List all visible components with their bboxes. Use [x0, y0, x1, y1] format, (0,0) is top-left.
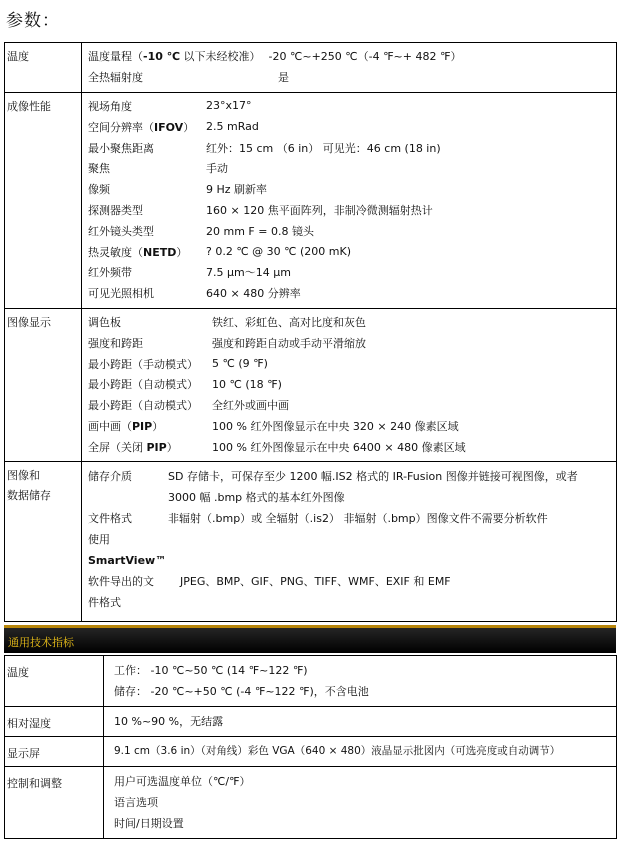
spec-value: 全红外或画中画: [212, 399, 289, 413]
spec-row: [88, 158, 616, 179]
spec-row: [88, 96, 616, 117]
spec-key: [88, 98, 206, 114]
spec-key: [88, 397, 212, 413]
spec-key: [88, 439, 212, 455]
spec-value: 2.5 mRad: [206, 120, 259, 134]
row-label: 相对湿度: [7, 717, 51, 730]
smartview-text: SmartView™: [88, 554, 167, 568]
section-label: 温度: [7, 50, 29, 63]
row-label: 控制和调整: [7, 777, 62, 790]
spec-value-line: SD 存储卡，可保存至少 1200 幅.IS2 格式的 IR-Fusion 图像并链接可视图像，或者: [168, 470, 578, 484]
spec-key: [88, 223, 206, 239]
row-label: 显示屏: [7, 747, 40, 760]
spec-value: 640 × 480 分辨率: [206, 287, 301, 301]
spec-key: [88, 335, 212, 351]
spec-key-text: 视场角度: [88, 99, 132, 113]
spec-key-text: 像频: [88, 183, 110, 197]
spec-key: [88, 244, 206, 260]
spec-key-text: 空间分辨率（: [88, 120, 154, 134]
spec-key: [88, 285, 206, 301]
spec-row: [88, 220, 616, 241]
spec-key: [88, 181, 206, 197]
spec-value: 9 Hz 刷新率: [206, 183, 268, 197]
spec-key-text: ）: [176, 245, 188, 259]
spec-key: 软件导出的文: [88, 575, 154, 589]
section-label: 图像显示: [7, 315, 51, 329]
spec-row: [88, 374, 616, 395]
spec-value: 红外：15 cm （6 in） 可见光：46 cm (18 in): [206, 141, 441, 155]
spec-key: 全热辐射度: [88, 71, 143, 85]
spec-key-text: ）: [152, 419, 164, 433]
spec-table: [4, 42, 617, 622]
row-value-line: 用户可选温度单位（℃/℉）: [114, 775, 251, 788]
row-value-line: 语言选项: [114, 796, 158, 809]
spec-row: [88, 67, 616, 88]
spec-key-text: 全屏（关闭: [88, 440, 147, 454]
spec-value: 手动: [206, 162, 228, 176]
spec-key: [88, 48, 261, 64]
section-label-line: 图像和: [7, 469, 40, 483]
section-display: [5, 308, 616, 462]
spec-key-text: ）: [166, 440, 178, 454]
spec-key-text: 最小聚焦距离: [88, 141, 154, 155]
spec-row: [88, 353, 616, 374]
row-value-line: 工作： -10 ℃~50 ℃ (14 ℉~122 ℉): [114, 664, 308, 677]
general-spec-header: [4, 625, 616, 653]
row-value-line: 储存： -20 ℃~+50 ℃ (-4 ℉~122 ℉)，不含电池: [114, 685, 369, 698]
spec-key: [88, 264, 206, 280]
section-body: [81, 43, 616, 92]
spec-key-bold: PIP: [132, 419, 153, 433]
spec-value: 160 × 120 焦平面阵列，非制冷微测辐射热计: [206, 203, 433, 217]
spec-key-bold: -10 ℃: [143, 50, 181, 64]
spec-row: [88, 262, 616, 283]
spec-text: 使用: [88, 533, 110, 547]
spec-key: [88, 376, 212, 392]
spec-row: [88, 241, 616, 262]
section-label: [5, 462, 81, 621]
spec-key: 储存介质: [88, 470, 132, 484]
spec-row: [88, 416, 616, 437]
spec-key-text: 红外镜头类型: [88, 224, 154, 238]
row-value: [103, 767, 616, 838]
row-value: [103, 737, 616, 766]
spec-key-text: 温度量程（: [88, 50, 143, 64]
spec-key: [88, 119, 206, 135]
section-body: [81, 309, 616, 462]
spec-row: [88, 332, 616, 353]
row-value-line: 10 %~90 %，无结露: [114, 715, 224, 728]
general-row-screen: [5, 736, 616, 766]
row-label: 温度: [7, 666, 29, 679]
general-row-controls: [5, 766, 616, 838]
spec-value: JPEG、BMP、GIF、PNG、TIFF、WMF、EXIF 和 EMF: [180, 575, 451, 589]
spec-row: [88, 395, 616, 416]
row-value: [103, 707, 616, 736]
spec-row: [88, 46, 616, 67]
spec-key-text: 聚焦: [88, 162, 110, 176]
spec-value: 铁红、彩虹色、高对比度和灰色: [212, 315, 366, 329]
spec-value: 20 mm F = 0.8 镜头: [206, 224, 314, 238]
spec-key-bold: PIP: [146, 440, 167, 454]
spec-value: 100 % 红外图像显示在中央 320 × 240 像素区域: [212, 419, 459, 433]
spec-key-bold: NETD: [143, 245, 177, 259]
row-value-line: 时间/日期设置: [114, 817, 184, 830]
spec-value: ? 0.2 ℃ @ 30 ℃ (200 mK): [206, 245, 352, 259]
spec-value: 10 ℃ (18 ℉): [212, 377, 282, 391]
section-body: [81, 462, 616, 621]
row-value-line: 9.1 cm（3.6 in）（对角线）彩色 VGA（640 × 480）液晶显示批図内（可选亮度或自动调节）: [114, 745, 561, 757]
spec-value: 100 % 红外图像显示在中央 6400 × 480 像素区域: [212, 440, 466, 454]
spec-row: [88, 137, 616, 158]
spec-row: [88, 200, 616, 221]
spec-key-text: 最小跨距（自动模式）: [88, 378, 198, 392]
spec-key: 件格式: [88, 596, 121, 610]
spec-key-text: 可见光照相机: [88, 287, 154, 301]
spec-row: [88, 312, 616, 333]
page-title: 参数：: [6, 11, 60, 31]
spec-row: [88, 508, 616, 529]
section-label-line: 数据储存: [7, 489, 51, 503]
spec-key: [88, 202, 206, 218]
spec-key-text: 强度和跨距: [88, 336, 143, 350]
spec-key: 文件格式: [88, 512, 132, 526]
section-imaging: [5, 92, 616, 308]
spec-value: -20 ℃~+250 ℃（-4 ℉~+ 482 ℉）: [268, 50, 462, 64]
section-label: 成像性能: [7, 99, 51, 113]
general-row-humidity: [5, 706, 616, 736]
section-body: [81, 93, 616, 308]
spec-key: [88, 140, 206, 156]
spec-key-text: 画中画（: [88, 419, 132, 433]
spec-key: [88, 314, 212, 330]
section-storage: [5, 461, 616, 621]
spec-value: 5 ℃ (9 ℉): [212, 357, 268, 371]
spec-key: [88, 356, 212, 372]
spec-value-line: 3000 幅 .bmp 格式的基本红外图像: [168, 491, 345, 505]
spec-key-text: 探测器类型: [88, 203, 143, 217]
row-value: [103, 656, 616, 706]
spec-row: [88, 116, 616, 137]
spec-value: 23°x17°: [206, 99, 252, 113]
general-row-temperature: [5, 655, 616, 706]
spec-key-text: 红外频带: [88, 266, 132, 280]
spec-row: [88, 179, 616, 200]
spec-value: 强度和跨距自动或手动平滑缩放: [212, 336, 366, 350]
spec-key-bold: IFOV: [154, 120, 184, 134]
spec-key-text: 热灵敏度（: [88, 245, 143, 259]
spec-value: 7.5 μm～14 μm: [206, 266, 291, 280]
spec-key: [88, 160, 206, 176]
section-temperature: [5, 43, 616, 92]
spec-key-text: 最小跨距（自动模式）: [88, 399, 198, 413]
general-spec-table: [4, 655, 617, 839]
spec-key: [88, 418, 212, 434]
spec-value: 非辐射（.bmp）或 全辐射（.is2） 非辐射（.bmp）图像文件不需要分析软件: [168, 512, 548, 526]
spec-value: 是: [278, 71, 289, 85]
general-spec-title: 通用技术指标: [8, 636, 74, 649]
spec-value: [168, 466, 578, 508]
spec-key-text: 以下未经校准）: [180, 50, 261, 64]
spec-row: [88, 283, 616, 304]
spec-key-text: 调色板: [88, 315, 121, 329]
spec-row: [88, 571, 616, 592]
spec-row: [88, 466, 616, 508]
spec-key-text: ）: [183, 120, 195, 134]
spec-key-text: 最小跨距（手动模式）: [88, 357, 198, 371]
spec-row: [88, 436, 616, 457]
